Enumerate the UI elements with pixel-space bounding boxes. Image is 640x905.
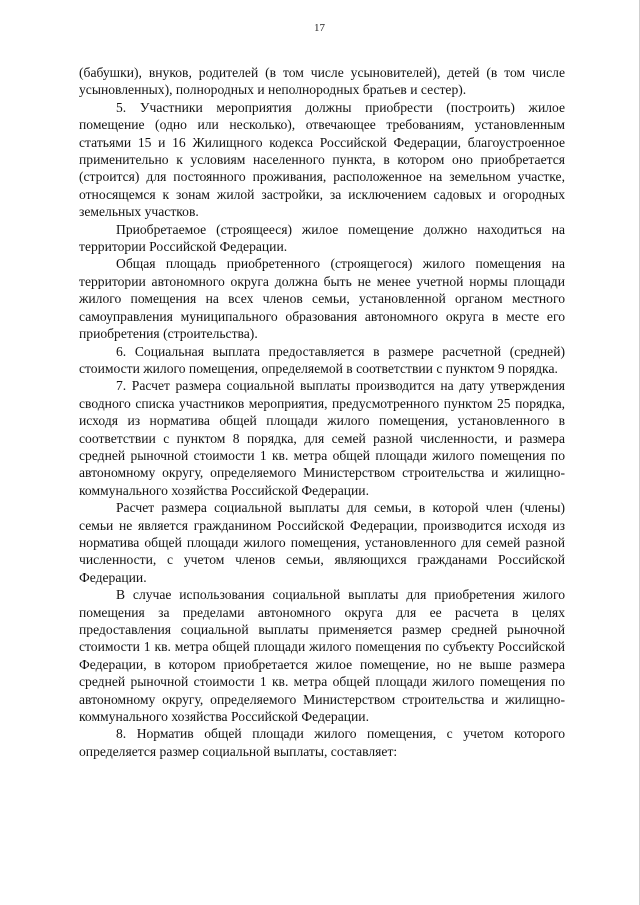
paragraph-area-norm: Общая площадь приобретенного (строящегося) жилого помещения на территории автономного округа должна быть не менее учетной нормы площади жилого помещения на всех членов семьи, установленной органом местного самоуправления муниципального образования автономного округа в месте его приобретения (строительства). <box>79 256 565 342</box>
paragraph-outside-region: В случае использования социальной выплаты для приобретения жилого помещения за пределами автономного округа для ее расчета в целях предоставления социальной выплаты применяется размер средней рыночной стоимости 1 кв. метра общей площади жилого помещения по субъекту Российской Федерации, в котором приобретается жилое помещение, но не выше размера средней рыночной стоимости 1 кв. метра общей площади жилого помещения по автономному округу, определяемого Министерством строительства и жилищно-коммунального хозяйства Российской Федерации. <box>79 587 565 725</box>
paragraph-non-citizen: Расчет размера социальной выплаты для семьи, в которой член (члены) семьи не является гражданином Российской Федерации, производится исходя из норматива общей площади жилого помещения, установленного для семей разной численности, с учетом членов семьи, являющихся гражданами Российской Федерации. <box>79 500 565 585</box>
page-number: 17 <box>314 22 325 34</box>
paragraph-item-7: 7. Расчет размера социальной выплаты производится на дату утверждения сводного списка участников мероприятия, предусмотренного пунктом 25 порядка, исходя из норматива общей площади жилого помещения, установленного в соответствии с пунктом 8 порядка, для семей разной численности, и размера средней рыночной стоимости 1 кв. метра общей площади жилого помещения по автономному округу, определяемого Министерством строительства и жилищно-коммунального хозяйства Российской Федерации. <box>79 378 565 498</box>
paragraph-location: Приобретаемое (строящееся) жилое помещение должно находиться на территории Российской Федерации. <box>79 221 565 255</box>
document-body <box>79 64 565 760</box>
paragraph-item-6: 6. Социальная выплата предоставляется в размере расчетной (средней) стоимости жилого помещения, определяемой в соответствии с пунктом 9 порядка. <box>79 343 565 376</box>
paragraph-item-8: 8. Норматив общей площади жилого помещения, с учетом которого определяется размер социальной выплаты, составляет: <box>79 726 565 759</box>
paragraph-continuation: (бабушки), внуков, родителей (в том числе усыновителей), детей (в том числе усыновленных), полнородных и неполнородных братьев и сестер). <box>79 65 565 98</box>
paragraph-item-5: 5. Участники мероприятия должны приобрести (построить) жилое помещение (одно или несколько), отвечающее требованиям, установленным статьями 15 и 16 Жилищного кодекса Российской Федерации, благоустроенное применительно к условиям населенного пункта, в котором оно приобретается (строится) для постоянного проживания, расположенное на земельном участке, относящемся к зонам жилой застройки, за исключением садовых и огородных земельных участков. <box>79 99 565 220</box>
